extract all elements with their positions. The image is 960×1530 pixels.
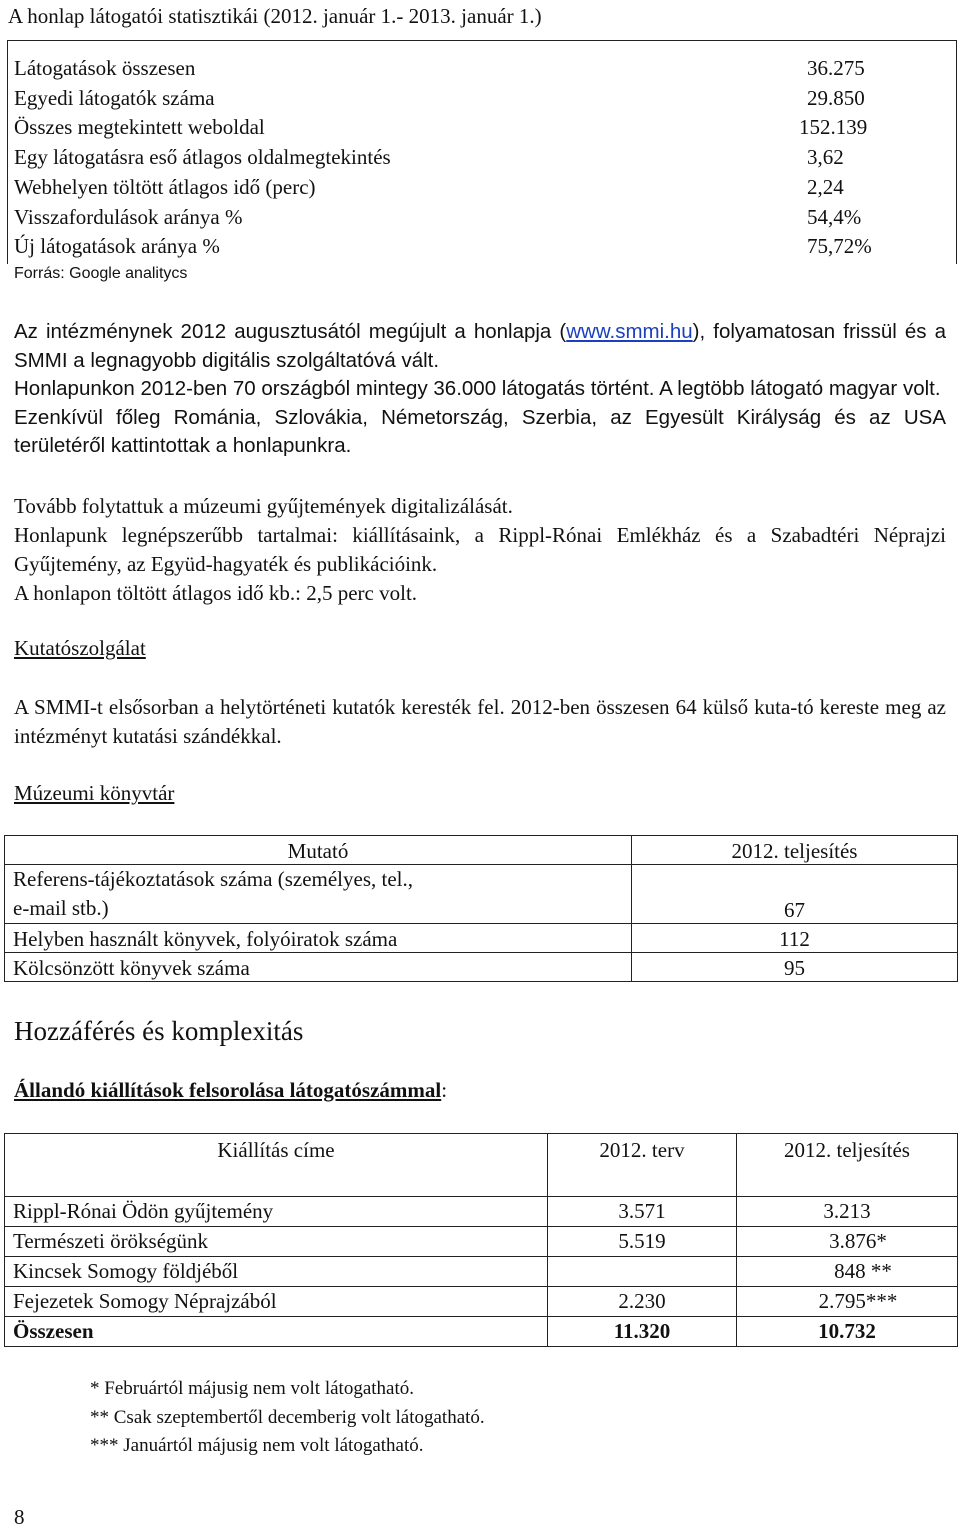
table-cell: Fejezetek Somogy Néprajzából: [5, 1287, 548, 1317]
table-cell: 3.571: [548, 1197, 737, 1227]
library-table: [4, 835, 958, 982]
table-header-row: [5, 1134, 958, 1197]
footnotes: [90, 1375, 485, 1461]
stats-row: [7, 56, 937, 86]
table-cell: Összesen: [5, 1317, 548, 1347]
table-row: [5, 1197, 958, 1227]
website-paragraph-2: [14, 492, 946, 608]
table-row: [5, 1287, 958, 1317]
stats-row: [7, 175, 937, 205]
stats-row: [7, 234, 937, 264]
table-cell: 67: [632, 865, 958, 924]
table-total-row: [5, 1317, 958, 1347]
stats-row: [7, 86, 937, 116]
table-row: [5, 865, 958, 924]
table-cell: 2.230: [548, 1287, 737, 1317]
stats-row: [7, 115, 937, 145]
website-paragraph: [14, 318, 946, 461]
table-row: [5, 953, 958, 982]
source-note: Forrás: Google analitycs: [14, 265, 188, 282]
table-cell: 3.876*: [737, 1227, 958, 1257]
table-cell: 112: [632, 924, 958, 953]
stat-label: Webhelyen töltött átlagos idő (perc): [14, 175, 316, 199]
cell-text: e-mail stb.): [13, 896, 109, 920]
table-row: [5, 924, 958, 953]
table-cell: 3.213: [737, 1197, 958, 1227]
table-cell: 10.732: [737, 1317, 958, 1347]
table-cell: [5, 865, 632, 924]
research-heading: Kutatószolgálat: [14, 636, 146, 660]
website-text: Honlapunk legnépszerűbb tartalmai: kiállításaink, a Rippl-Rónai Emlékház és a Szabadtéri Néprajzi Gyűjtemény, az Együd-hagyaték és publikációink.: [14, 523, 946, 576]
column-header: 2012. teljesítés: [632, 836, 958, 865]
stat-label: Egyedi látogatók száma: [14, 86, 215, 110]
heading-text: Állandó kiállítások felsorolása látogatószámmal: [14, 1078, 442, 1102]
stats-row: [7, 145, 937, 175]
website-text: [14, 318, 946, 375]
text-fragment: ), folyamatosan frissül és a SMMI a legnagyobb digitális szolgáltatóvá vált.: [14, 320, 946, 372]
table-cell: Kincsek Somogy földjéből: [5, 1257, 548, 1287]
column-header: 2012. terv: [548, 1134, 737, 1197]
column-header: Kiállítás címe: [5, 1134, 548, 1197]
stat-label: Összes megtekintett weboldal: [14, 115, 265, 139]
stat-value: 2,24: [807, 175, 844, 199]
stat-label: Új látogatások aránya %: [14, 234, 220, 258]
table-cell: Rippl-Rónai Ödön gyűjtemény: [5, 1197, 548, 1227]
table-cell: 2.795***: [737, 1287, 958, 1317]
library-heading: Múzeumi könyvtár: [14, 781, 175, 805]
table-cell: 11.320: [548, 1317, 737, 1347]
footnote: * Februártól májusig nem volt látogatható.: [90, 1378, 414, 1399]
footnote: *** Januártól májusig nem volt látogatható.: [90, 1435, 424, 1456]
stat-label: Egy látogatásra eső átlagos oldalmegtekintés: [14, 145, 391, 169]
table-header-row: [5, 836, 958, 865]
website-text: Tovább folytattuk a múzeumi gyűjtemények digitalizálását.: [14, 494, 513, 518]
stat-value: 54,4%: [807, 205, 862, 229]
website-text: Honlapunkon 2012-ben 70 országból mintegy 36.000 látogatás történt. A legtöbb látogató magyar volt.: [14, 377, 941, 400]
research-text: A SMMI-t elsősorban a helytörténeti kutatók keresték fel. 2012-ben összesen 64 külső kuta-tó kereste meg az intézményt kutatási szándékkal.: [14, 695, 946, 748]
research-paragraph: [14, 693, 946, 751]
stat-value: 36.275: [807, 56, 865, 80]
table-cell: 5.519: [548, 1227, 737, 1257]
stat-label: Látogatások összesen: [14, 56, 196, 80]
stats-row: [7, 205, 937, 235]
stat-value: 152.139: [799, 115, 868, 139]
table-cell: Helyben használt könyvek, folyóiratok száma: [5, 924, 632, 953]
stat-value: 75,72%: [807, 234, 872, 258]
table-cell: Kölcsönzött könyvek száma: [5, 953, 632, 982]
heading-colon: :: [441, 1078, 448, 1102]
website-text: A honlapon töltött átlagos idő kb.: 2,5 perc volt.: [14, 581, 418, 605]
footnote: ** Csak szeptembertől decemberig volt látogatható.: [90, 1406, 485, 1428]
table-cell: 95: [632, 953, 958, 982]
exhibitions-heading: [14, 1078, 447, 1103]
stat-value: 29.850: [807, 86, 865, 110]
section-heading: Hozzáférés és komplexitás: [14, 1016, 304, 1046]
column-header: 2012. teljesítés: [737, 1134, 958, 1197]
table-cell: Természeti örökségünk: [5, 1227, 548, 1257]
stat-value: 3,62: [807, 145, 844, 169]
exhibitions-table: [4, 1133, 958, 1347]
column-header: Mutató: [5, 836, 632, 865]
text-fragment: Az intézménynek 2012 augusztusától megújult a honlapja (: [14, 320, 567, 343]
table-cell: [548, 1257, 737, 1287]
table-cell: 848 **: [737, 1257, 958, 1287]
table-row: [5, 1227, 958, 1257]
table-row: [5, 1257, 958, 1287]
page-title: A honlap látogatói statisztikái (2012. január 1.- 2013. január 1.): [8, 4, 542, 28]
stat-label: Visszafordulások aránya %: [14, 205, 243, 229]
website-link[interactable]: www.smmi.hu: [566, 320, 693, 343]
page-number: 8: [14, 1505, 25, 1529]
website-text: Ezenkívül főleg Románia, Szlovákia, Németország, Szerbia, az Egyesült Királyság és az USA területéről kattintottak a honlapunkra.: [14, 405, 946, 457]
cell-text: Referens-tájékoztatások száma (személyes, tel.,: [13, 867, 413, 891]
